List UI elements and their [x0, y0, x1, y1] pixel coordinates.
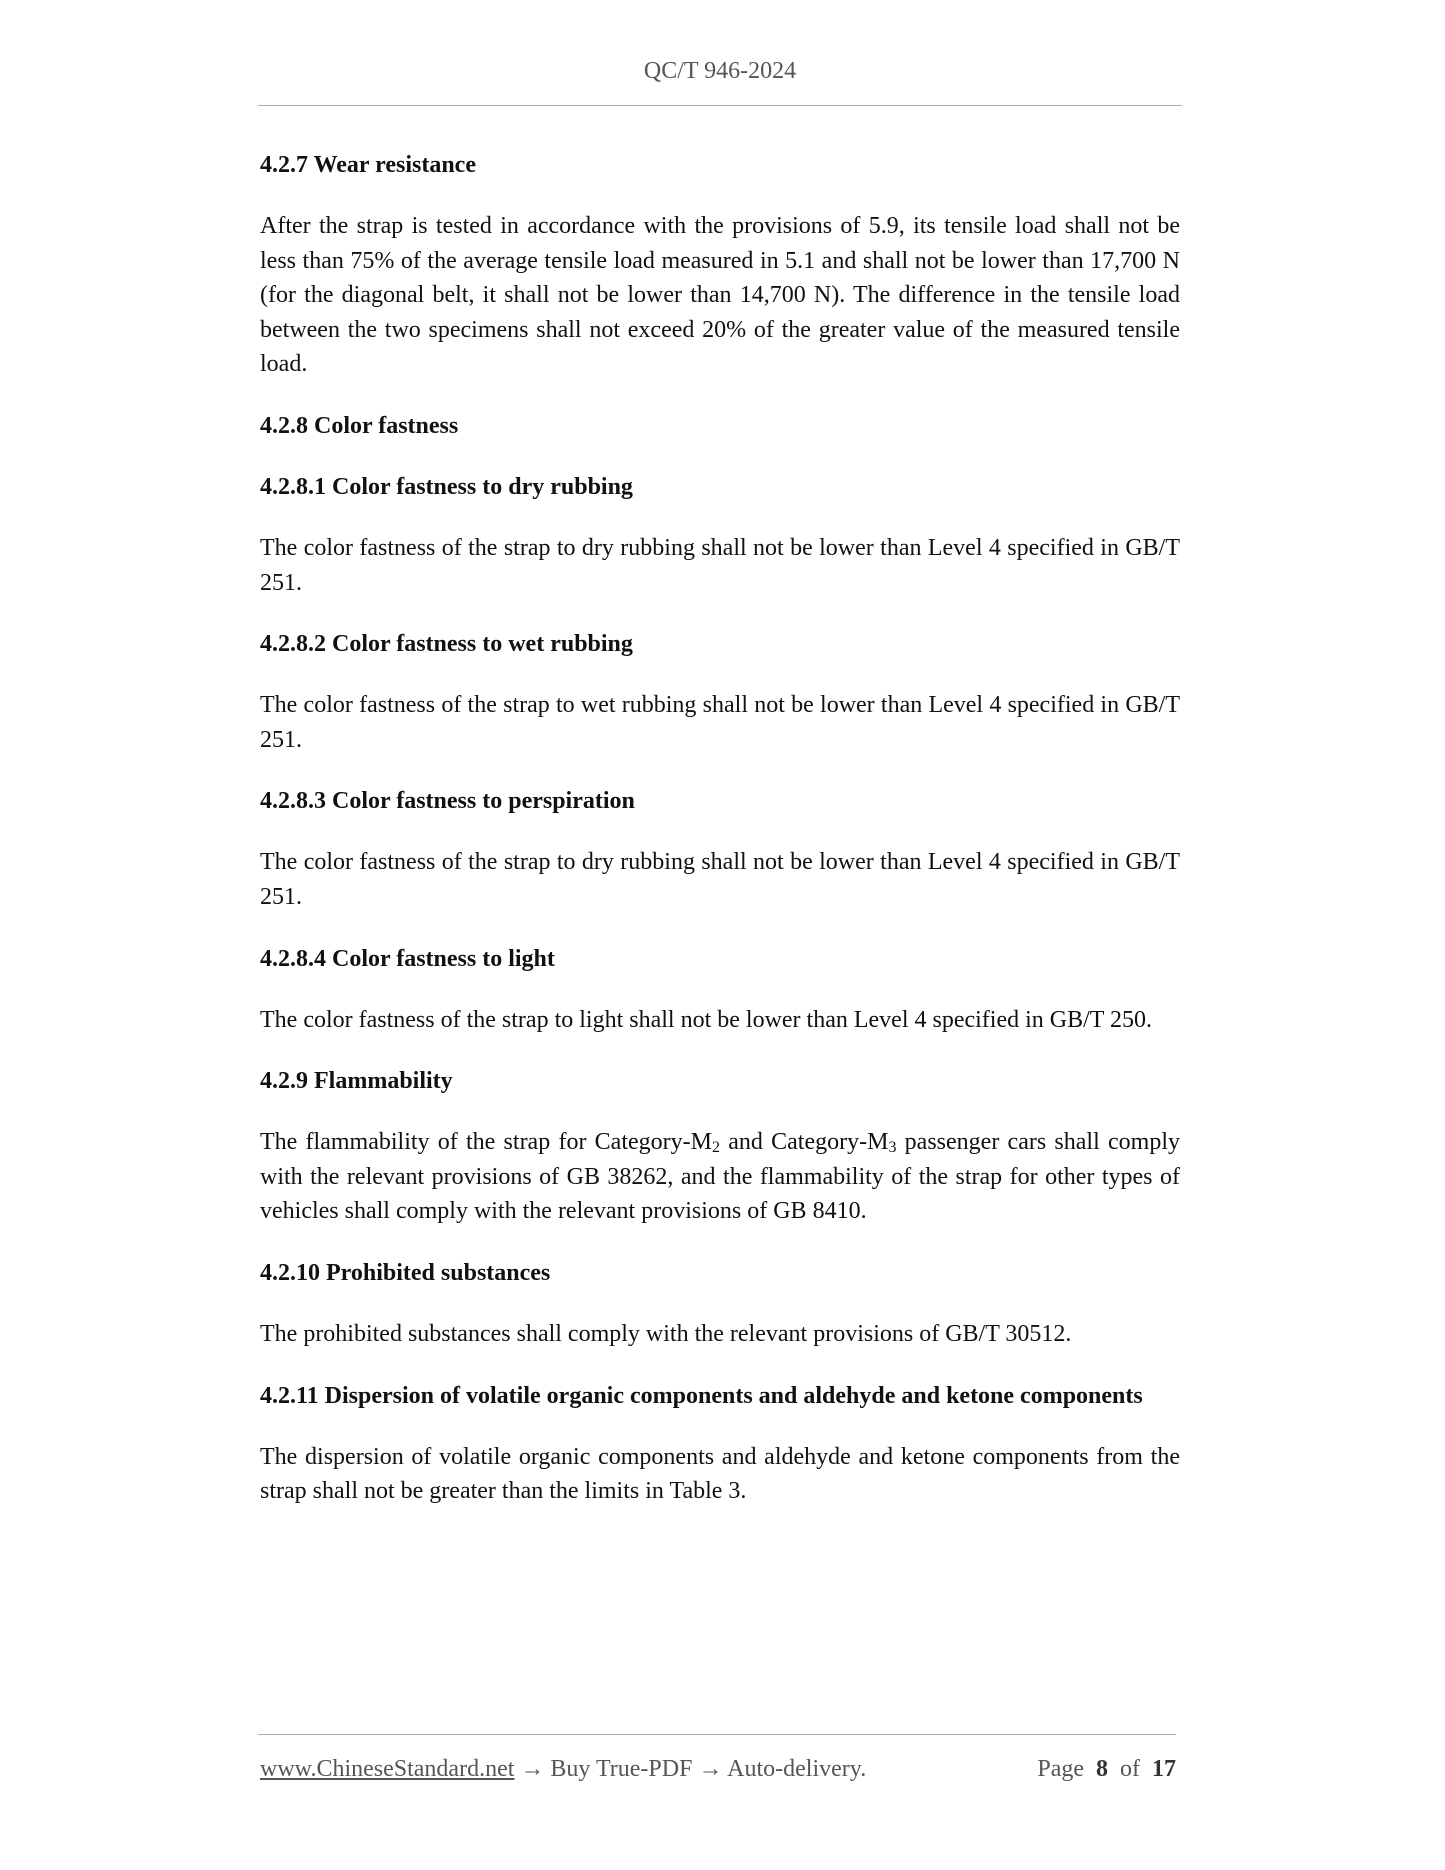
section-heading-4-2-10: 4.2.10 Prohibited substances: [260, 1259, 551, 1286]
page-total: 17: [1152, 1756, 1176, 1782]
section-heading-4-2-8-1: 4.2.8.1 Color fastness to dry rubbing: [260, 473, 633, 500]
section-text-4-2-8-1: The color fastness of the strap to dry rubbing shall not be lower than Level 4 specified in GB/T 251.: [260, 534, 1180, 596]
section-heading-4-2-9: 4.2.9 Flammability: [260, 1068, 453, 1095]
section-text-4-2-8-2: The color fastness of the strap to wet rubbing shall not be lower than Level 4 specified in GB/T 251.: [260, 692, 1180, 753]
section-heading-4-2-8-2: 4.2.8.2 Color fastness to wet rubbing: [260, 631, 633, 658]
header-divider: [258, 105, 1182, 106]
flammability-text-part3: passenger cars shall comply with the relevant provisions of GB 38262, and the flammability of the strap for other types of vehicles shall comply with the relevant provisions of GB 8410.: [260, 1129, 1180, 1225]
subscript-m2: 2: [711, 1139, 720, 1157]
section-text-4-2-8-4: The color fastness of the strap to light shall not be lower than Level 4 specified in GB/T 250.: [260, 1006, 1153, 1033]
header-title: QC/T 946-2024: [643, 58, 797, 84]
section-text-4-2-7: After the strap is tested in accordance with the provisions of 5.9, its tensile load shall not be less than 75% of the average tensile load measured in 5.1 and shall not be lower than 17,700 N (for the diagonal belt, it shall not be lower than 14,700 N). The difference in the tensile load between the two specimens shall not exceed 20% of the greater value of the measured tensile load.: [260, 213, 1180, 378]
arrow-right-icon: →: [698, 1756, 723, 1782]
buy-pdf-text: Buy True-PDF: [550, 1756, 693, 1782]
section-text-4-2-11: The dispersion of volatile organic components and aldehyde and ketone components from the strap shall not be greater than the limits in Table 3.: [260, 1443, 1180, 1505]
flammability-text-part1: The flammability of the strap for Category-M: [260, 1129, 712, 1156]
page-number: [1037, 1756, 1176, 1783]
page-current: 8: [1096, 1756, 1108, 1782]
section-heading-4-2-8: 4.2.8 Color fastness: [260, 412, 459, 439]
arrow-right-icon: →: [520, 1756, 545, 1782]
document-body: [260, 148, 1180, 1536]
auto-delivery-text: Auto-delivery.: [727, 1756, 867, 1782]
flammability-text-part2: and Category-M: [719, 1129, 889, 1156]
section-heading-4-2-8-4: 4.2.8.4 Color fastness to light: [260, 945, 555, 972]
section-text-4-2-9: [260, 1125, 1180, 1229]
section-text-4-2-10: The prohibited substances shall comply with the relevant provisions of GB/T 30512.: [260, 1320, 1072, 1347]
section-heading-4-2-11: 4.2.11 Dispersion of volatile organic components and aldehyde and ketone components: [260, 1382, 1143, 1409]
subscript-m3: 3: [888, 1139, 897, 1157]
section-heading-4-2-8-3: 4.2.8.3 Color fastness to perspiration: [260, 788, 635, 815]
footer-divider: [258, 1734, 1176, 1735]
footer-promo: [260, 1756, 866, 1783]
website-link[interactable]: www.ChineseStandard.net: [260, 1756, 515, 1782]
page-label: Page: [1037, 1756, 1084, 1782]
page-of-label: of: [1120, 1756, 1140, 1782]
section-text-4-2-8-3: The color fastness of the strap to dry rubbing shall not be lower than Level 4 specified in GB/T 251.: [260, 849, 1180, 910]
section-heading-4-2-7: 4.2.7 Wear resistance: [260, 152, 476, 178]
